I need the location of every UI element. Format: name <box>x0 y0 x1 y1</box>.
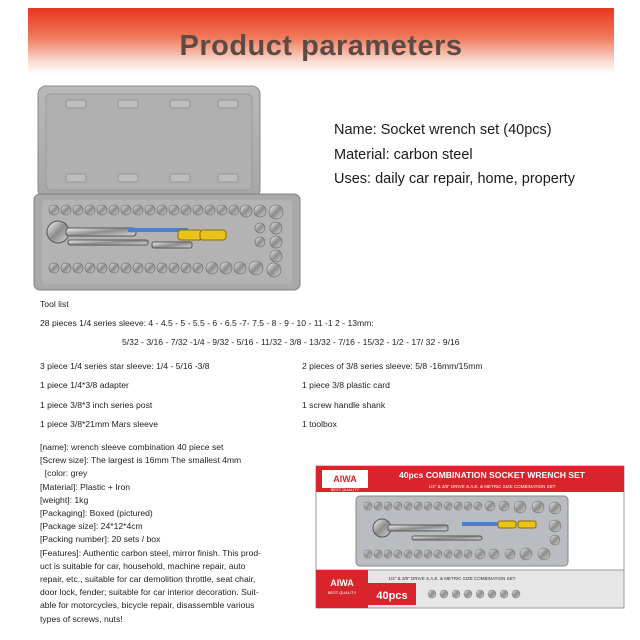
box-subtitle: 1/4" & 3/8" DRIVE S.A.E. & METRIC SIZE COMBINATION SET <box>428 484 556 489</box>
spec-material: Material: carbon steel <box>334 147 473 163</box>
feature-line: [weight]: 1kg <box>40 494 89 505</box>
feature-line: uct is suitable for car, household, machine repair, auto <box>40 560 246 571</box>
feature-line: types of screws, nuts! <box>40 613 123 624</box>
feature-line: door lock, fender; suitable for car interior decoration. Suit- <box>40 587 259 598</box>
feature-line: repair, etc., suitable for car demolition throttle, seat chair, <box>40 574 256 585</box>
product-box-photo <box>312 464 628 612</box>
feature-line: able for motorcycles, bicycle repair, disassemble various <box>40 600 255 611</box>
sleeve-line-2: 5/32 - 3/16 - 7/32 -1/4 - 9/32 - 5/16 - 11/32 - 3/8 - 13/32 - 7/16 - 15/32 - 1/2 - 17/ 32 - 9/16 <box>122 337 460 347</box>
product-features <box>40 441 302 626</box>
feature-line: [color: grey <box>40 468 88 479</box>
spec-uses: Uses: daily car repair, home, property <box>334 171 575 187</box>
feature-line: [Packing number]: 20 sets / box <box>40 534 161 545</box>
box-brand-tagline: BEST QUALITY <box>330 487 360 492</box>
tool-item-right: 1 toolbox <box>302 419 337 429</box>
feature-line: [Material]: Plastic + Iron <box>40 481 131 492</box>
sleeve-line-1: 28 pieces 1/4 series sleeve: 4 - 4.5 - 5 - 5.5 - 6 - 6.5 -7- 7.5 - 8 - 9 - 10 - 11 -1 2 - 13mm: <box>40 318 374 328</box>
box-brand: AIWA <box>333 474 357 484</box>
tool-item-left: 1 piece 3/8*3 inch series post <box>40 400 153 410</box>
box-count-label: 40pcs <box>376 590 408 602</box>
tool-item-left: 3 piece 1/4 series star sleeve: 1/4 - 5/16 -3/8 <box>40 361 210 371</box>
box-title: 40pcs COMBINATION SOCKET WRENCH SET <box>398 470 586 480</box>
page-title: Product parameters <box>179 30 463 62</box>
feature-line: [name]: wrench sleeve combination 40 piece set <box>40 442 224 452</box>
open-toolbox-photo <box>28 84 303 294</box>
spec-name: Name: Socket wrench set (40pcs) <box>334 122 552 138</box>
tool-item-right: 1 piece 3/8 plastic card <box>302 380 390 390</box>
tool-list-heading: Tool list <box>40 299 69 309</box>
feature-line: [Packaging]: Boxed (pictured) <box>40 508 153 519</box>
tool-item-right: 1 screw handle shank <box>302 400 386 410</box>
tool-item-right: 2 pieces of 3/8 series sleeve: 5/8 -16mm/15mm <box>302 361 483 371</box>
header-banner <box>28 8 614 74</box>
tool-item-left: 1 piece 3/8*21mm Mars sleeve <box>40 419 158 429</box>
box-front-tagline: BEST QUALITY <box>327 590 357 595</box>
feature-line: [Package size]: 24*12*4cm <box>40 521 143 532</box>
box-front-subtitle: 1/4" & 3/8" DRIVE S.A.E. & METRIC SIZE COMBINATION SET <box>388 576 516 581</box>
tool-item-left: 1 piece 1/4*3/8 adapter <box>40 380 129 390</box>
box-front-brand: AIWA <box>330 578 354 588</box>
feature-line: [Features]: Authentic carbon steel, mirror finish. This prod- <box>40 547 261 558</box>
feature-line: [Screw size]: The largest is 16mm The smallest 4mm <box>40 455 242 466</box>
